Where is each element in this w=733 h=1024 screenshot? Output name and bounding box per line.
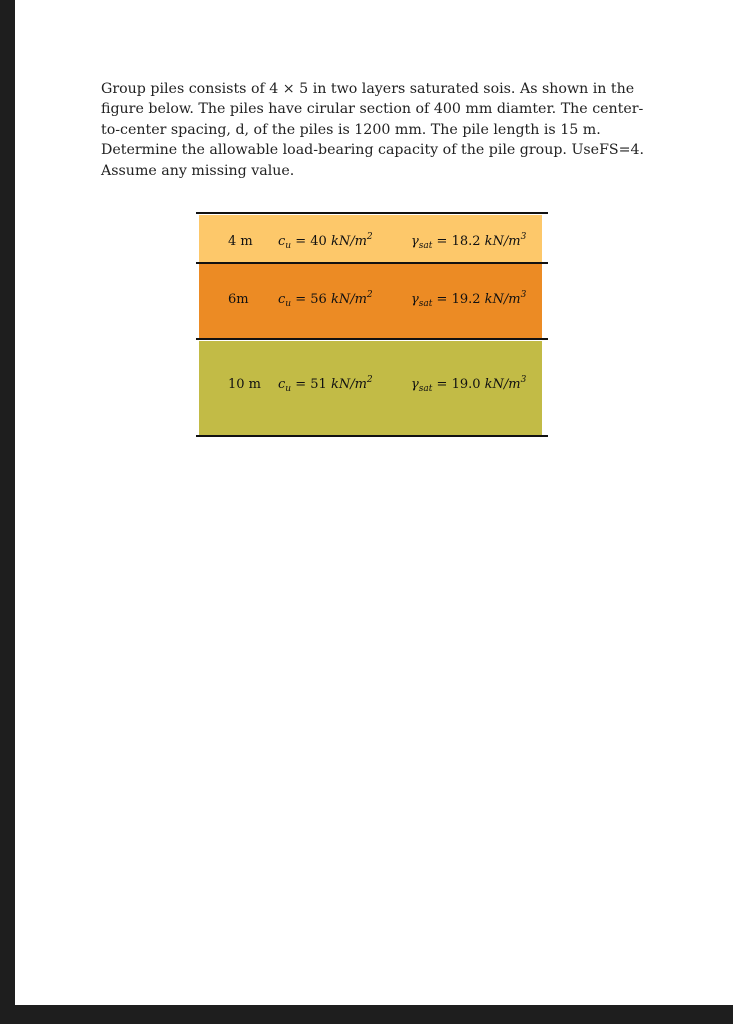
soil-profile-figure bbox=[196, 212, 548, 438]
layer-boundary-bottom bbox=[196, 435, 548, 437]
layer-2-thickness: 6m bbox=[228, 292, 249, 307]
layer-3-thickness: 10 m bbox=[228, 377, 262, 392]
layer-1-thickness: 4 m bbox=[228, 234, 253, 249]
layer-2-cu: $c_u = 56$ $kN/m^2$ bbox=[278, 290, 373, 309]
layer-boundary-top bbox=[196, 212, 548, 214]
layer-1-cu: $c_u = 40$ $kN/m^2$ bbox=[278, 232, 373, 251]
problem-line-1: Group piles consists of 4 × 5 in two layers saturated sois. As shown in the bbox=[101, 81, 635, 97]
problem-line-5: Assume any missing value. bbox=[101, 162, 295, 179]
document-page bbox=[15, 0, 733, 1005]
layer-boundary-2 bbox=[196, 338, 548, 340]
layer-boundary-1 bbox=[196, 262, 548, 264]
problem-line-2: figure below. The piles have cirular section of 400 mm diamter. The center- bbox=[101, 101, 644, 118]
layer-2-gamma: $\gamma_{sat} = 19.2$ $kN/m^3$ bbox=[411, 290, 527, 309]
problem-statement bbox=[101, 79, 661, 181]
layer-1-gamma: $\gamma_{sat} = 18.2$ $kN/m^3$ bbox=[411, 232, 527, 251]
problem-line-3: to-center spacing, d, of the piles is 1200 mm. The pile length is 15 m. bbox=[101, 121, 601, 138]
problem-line-4: Determine the allowable load-bearing capacity of the pile group. UseFS=4. bbox=[101, 142, 645, 159]
layer-3-gamma: $\gamma_{sat} = 19.0$ $kN/m^3$ bbox=[411, 375, 527, 394]
layer-3-cu: $c_u = 51$ $kN/m^2$ bbox=[278, 375, 373, 394]
